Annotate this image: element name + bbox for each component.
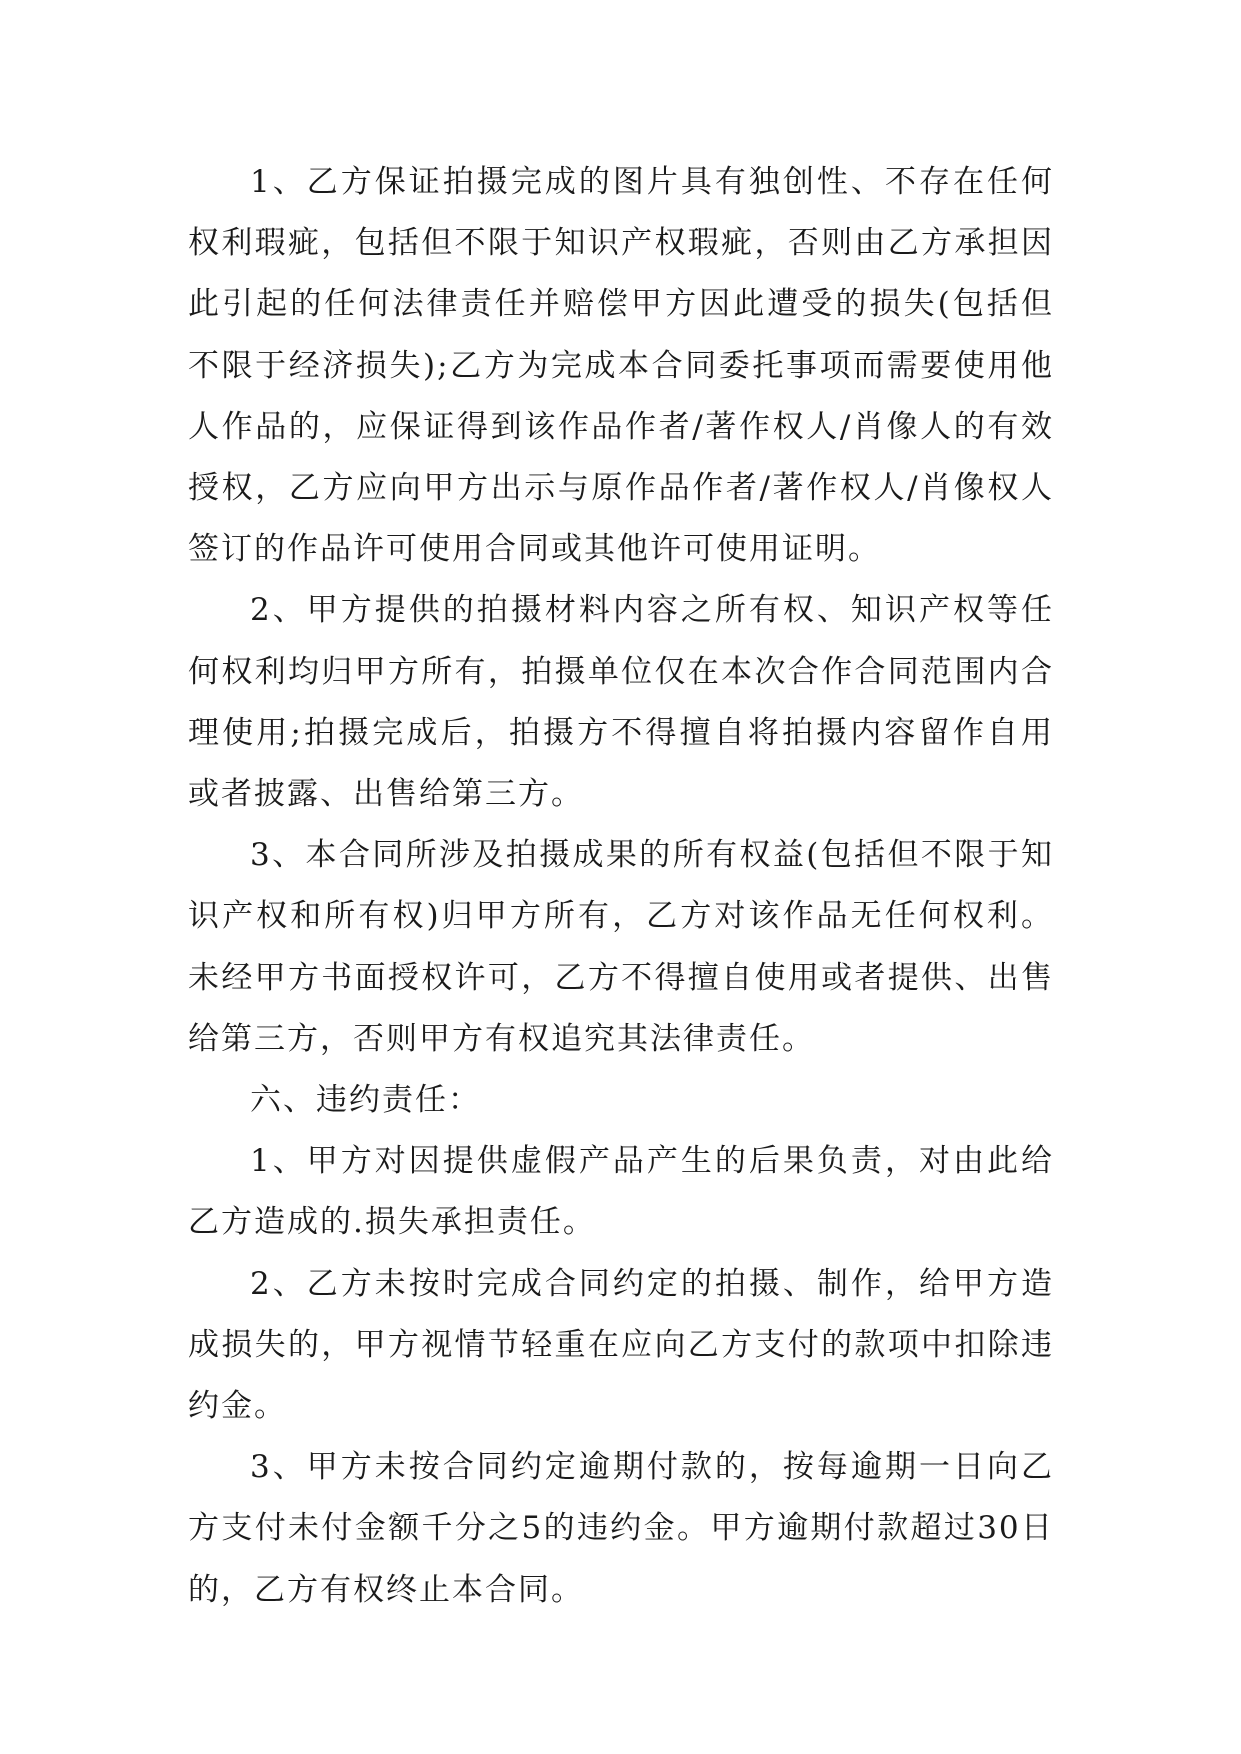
document-body (188, 152, 1054, 1621)
clause-results-ownership: 3、本合同所涉及拍摄成果的所有权益(包括但不限于知识产权和所有权)归甲方所有，乙方对该作品无任何权利。未经甲方书面授权许可，乙方不得擅自使用或者提供、出售给第三方，否则甲方有权追究其法律责任。 (188, 837, 1054, 1057)
clause-liability-party-b: 2、乙方未按时完成合同约定的拍摄、制作，给甲方造成损失的，甲方视情节轻重在应向乙方支付的款项中扣除违约金。 (188, 1265, 1054, 1425)
clause-late-payment: 3、甲方未按合同约定逾期付款的，按每逾期一日向乙方支付未付金额千分之5的违约金。甲方逾期付款超过30日的，乙方有权终止本合同。 (188, 1449, 1054, 1608)
clause-ip-warranty: 1、乙方保证拍摄完成的图片具有独创性、不存在任何权利瑕疵，包括但不限于知识产权瑕疵，否则由乙方承担因此引起的任何法律责任并赔偿甲方因此遭受的损失(包括但不限于经济损失);乙方为完成本合同委托事项而需要使用他人作品的，应保证得到该作品作者/著作权人/肖像人的有效授权，乙方应向甲方出示与原作品作者/著作权人/肖像权人签订的作品许可使用合同或其他许可使用证明。 (188, 164, 1054, 568)
clause-liability-party-a: 1、甲方对因提供虚假产品产生的后果负责，对由此给乙方造成的.损失承担责任。 (188, 1143, 1054, 1241)
section-heading-liability: 六、违约责任： (250, 1082, 481, 1119)
clause-materials-ownership: 2、甲方提供的拍摄材料内容之所有权、知识产权等任何权利均归甲方所有，拍摄单位仅在本次合作合同范围内合理使用;拍摄完成后，拍摄方不得擅自将拍摄内容留作自用或者披露、出售给第三方。 (188, 592, 1054, 813)
